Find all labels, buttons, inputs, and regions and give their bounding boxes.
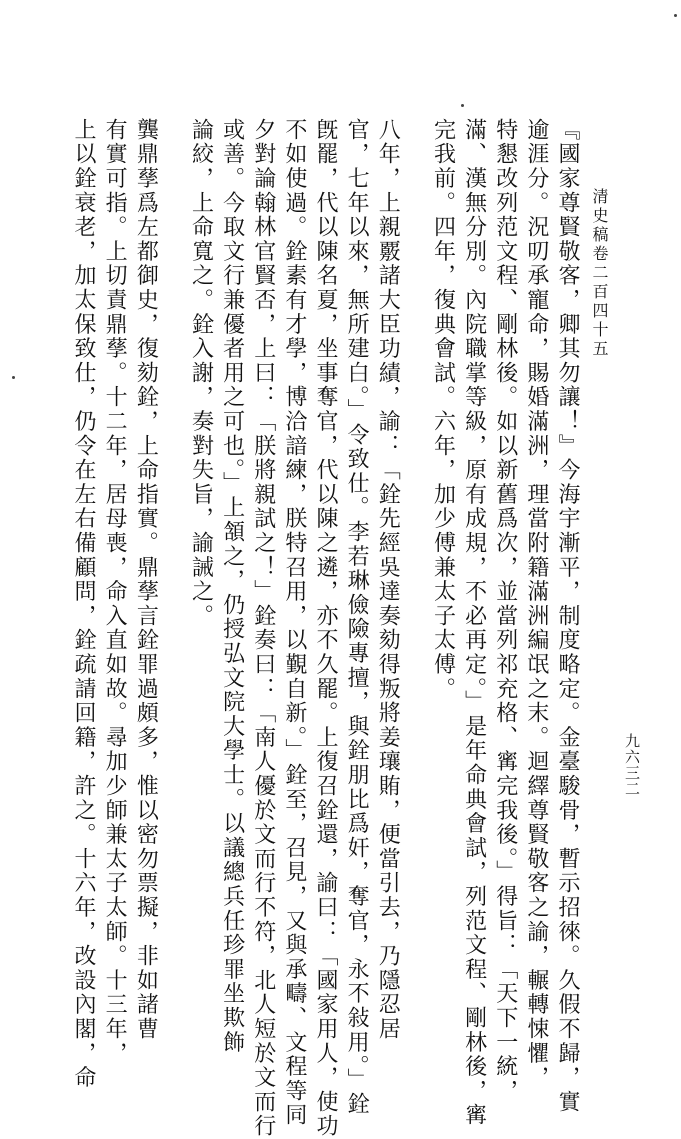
text-column-6: 八年，上親覈諸大臣功績，諭：「銓先經吳達奏劾得叛將姜瓖賄，便當引去，乃隱忍居: [375, 118, 401, 1042]
text-column-10: 夕對論翰林官賢否，上曰：「朕將親試之！」銓奏曰：「南人優於文而行不符，北人短於文而行: [250, 118, 276, 1139]
text-column-12: 論絞，上命寬之。銓入謝，奏對失旨，諭誡之。: [188, 118, 214, 629]
text-column-4: 滿、漢無分別。內院職掌等級，原有成規，不必再定。」是年命典會試，列范文程、剛林後，寗: [461, 118, 487, 1128]
page-number: 九六三二: [623, 733, 641, 797]
body-text: [71, 118, 580, 1139]
text-column-9: 不如使過。銓素有才學，博洽諳練，朕特召用，以覲自新。」銓至，召見，又與承疇、文程等同: [281, 118, 307, 1128]
ink-speck: [674, 14, 677, 17]
text-column-2: 逾涯分。況叨承寵命，賜婚滿洲，理當附籍滿洲編氓之末。迴繹尊賢敬客之諭，輾轉悚懼，: [523, 118, 549, 1090]
text-column-3: 特懇改列范文程、剛林後。如以新舊爲次，並當列祁充格、寗完我後。」得旨：「天下一統，: [492, 118, 518, 1104]
text-column-1: 『國家尊賢敬客，卿其勿讓！』今海宇漸平，制度略定。金臺駿骨，暫示招徠。久假不歸，實: [555, 118, 580, 1115]
text-column-14: 有實可指。上切責鼎孶。十二年，居母喪，命入直如故。尋加少師兼太子太師。十三年，: [102, 118, 128, 1066]
text-column-15: 上以銓衰老，加太保致仕，仍令在左右備顧問，銓疏請回籍，許之。十六年，改設內閣，命: [71, 118, 97, 1090]
text-column-8: 旣罷，代以陳名夏，坐事奪官，代以陳之遴，亦不久罷。上復召銓還，諭曰：「國家用人，使功: [313, 118, 339, 1139]
ink-speck: [12, 376, 15, 379]
text-column-13: 龔鼎孶爲左都御史，復劾銓，上命指實。鼎孶言銓罪過頗多，惟以密勿票擬，非如諸曹: [133, 118, 159, 1042]
running-head: 清史稿卷二百四十五: [590, 188, 609, 359]
text-column-11: 或善。今取文行兼優者用之可也。」上頷之，仍授弘文院大學士。以議總兵任珍罪坐欺飾: [219, 118, 245, 1055]
text-column-7: 官，七年以來，無所建白。」令致仕。李若琳儉險專擅，與銓朋比爲奸，奪官，永不敍用。」銓: [344, 118, 370, 1117]
text-column-5: 完我前。四年，復典會試。六年，加少傅兼太子太傅。: [430, 118, 456, 702]
ink-speck: [461, 104, 464, 107]
